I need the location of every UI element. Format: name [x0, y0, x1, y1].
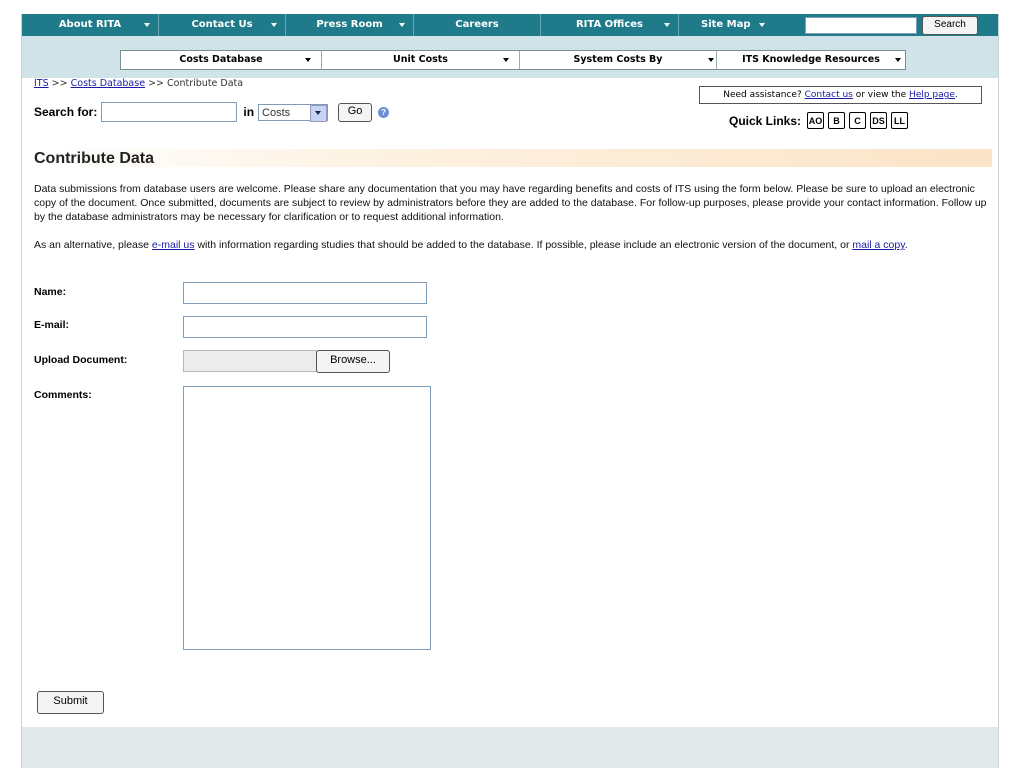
nav-item-label: Press Room	[316, 19, 383, 30]
chevron-down-icon	[895, 58, 901, 62]
top-navigation	[22, 14, 998, 36]
subnav-item-unit-costs[interactable]	[322, 51, 520, 69]
nav-item-label: Careers	[455, 19, 499, 30]
quick-links	[729, 112, 908, 129]
search-scope-value: Costs	[262, 106, 291, 119]
chevron-down-icon	[399, 23, 405, 27]
subnav-item-its-knowledge-resources[interactable]	[717, 51, 905, 69]
quick-link-ao-icon[interactable]: AO	[807, 112, 824, 129]
breadcrumb-separator: >>	[148, 78, 164, 89]
search-in-label: in	[243, 105, 255, 119]
chevron-down-icon	[305, 58, 311, 62]
title-band	[26, 149, 992, 167]
page-title: Contribute Data	[34, 150, 154, 167]
site-search-input[interactable]	[805, 17, 917, 34]
nav-item-contact-us[interactable]	[159, 14, 286, 36]
help-page-link[interactable]: Help page	[909, 90, 955, 100]
chevron-down-icon	[144, 23, 150, 27]
assistance-box	[699, 86, 982, 104]
nav-item-careers[interactable]	[414, 14, 541, 36]
site-search-button[interactable]: Search	[922, 16, 978, 35]
breadcrumb	[34, 78, 243, 89]
go-button[interactable]: Go	[338, 103, 372, 122]
search-input[interactable]	[101, 102, 237, 122]
page-frame	[21, 14, 999, 768]
chevron-down-icon	[310, 105, 327, 122]
subnav-item-label: System Costs By	[573, 54, 663, 65]
footer-area	[22, 727, 998, 768]
assist-suffix: .	[954, 90, 958, 100]
alternative-paragraph	[34, 238, 989, 252]
quick-links-label: Quick Links:	[729, 113, 802, 128]
nav-item-label: About RITA	[58, 19, 122, 30]
nav-item-site-map[interactable]	[679, 14, 805, 36]
nav-item-label: Contact Us	[191, 19, 253, 30]
browse-button[interactable]: Browse...	[316, 350, 390, 373]
chevron-down-icon	[708, 58, 714, 62]
subnav-item-label: Costs Database	[179, 54, 263, 65]
chevron-down-icon	[503, 58, 509, 62]
database-search	[34, 102, 389, 122]
name-label: Name:	[34, 286, 67, 298]
subnav-item-label: ITS Knowledge Resources	[742, 54, 880, 65]
mail-a-copy-link[interactable]: mail a copy	[852, 239, 905, 251]
nav-item-label: Site Map	[701, 19, 751, 30]
chevron-down-icon	[759, 23, 765, 27]
assist-middle: or view the	[855, 90, 907, 100]
name-input[interactable]	[183, 282, 427, 304]
comments-label: Comments:	[34, 389, 92, 401]
upload-document-field[interactable]	[183, 350, 317, 372]
breadcrumb-link-its[interactable]: ITS	[34, 78, 49, 89]
help-icon[interactable]: ?	[378, 107, 389, 118]
chevron-down-icon	[271, 23, 277, 27]
intro-paragraph: Data submissions from database users are welcome. Please share any documentation that you may have regarding benefits and costs of ITS using the form below. Please be sure to upload an electronic copy of the document. Once submitted, documents are subject to review by administrators before they are added to the database. For follow-up purposes, please provide your contact information. Follow up by the database administrators may be necessary for clarification or to request additional information.	[34, 183, 987, 223]
upload-document-label: Upload Document:	[34, 354, 128, 366]
search-scope-select[interactable]	[258, 104, 328, 121]
breadcrumb-separator: >>	[51, 78, 68, 89]
nav-item-label: RITA Offices	[575, 19, 643, 30]
breadcrumb-current: Contribute Data	[167, 78, 244, 89]
contact-us-link[interactable]: Contact us	[804, 90, 853, 100]
para2-start: As an alternative, please	[34, 239, 149, 251]
quick-link-b-icon[interactable]: B	[828, 112, 845, 129]
quick-link-c-icon[interactable]: C	[849, 112, 866, 129]
email-input[interactable]	[183, 316, 427, 338]
para2-middle: with information regarding studies that should be added to the database. If possible, please include an electronic version of the document, or	[197, 239, 850, 251]
submit-button[interactable]: Submit	[37, 691, 104, 714]
subnav-item-costs-database[interactable]	[121, 51, 322, 69]
email-label: E-mail:	[34, 319, 70, 331]
breadcrumb-link-costs-database[interactable]: Costs Database	[70, 78, 146, 89]
assist-prefix: Need assistance?	[723, 90, 802, 100]
nav-item-about-rita[interactable]	[22, 14, 159, 36]
subnav-item-label: Unit Costs	[393, 54, 448, 65]
subnav-item-system-costs-by[interactable]	[520, 51, 717, 69]
comments-textarea[interactable]	[183, 386, 431, 650]
para2-end: .	[904, 239, 908, 251]
quick-link-ds-icon[interactable]: DS	[870, 112, 887, 129]
nav-item-press-room[interactable]	[286, 14, 414, 36]
email-us-link[interactable]: e-mail us	[151, 239, 195, 251]
chevron-down-icon	[664, 23, 670, 27]
quick-link-ll-icon[interactable]: LL	[891, 112, 908, 129]
nav-item-rita-offices[interactable]	[541, 14, 679, 36]
search-label: Search for:	[34, 105, 98, 119]
secondary-navigation	[120, 50, 906, 70]
